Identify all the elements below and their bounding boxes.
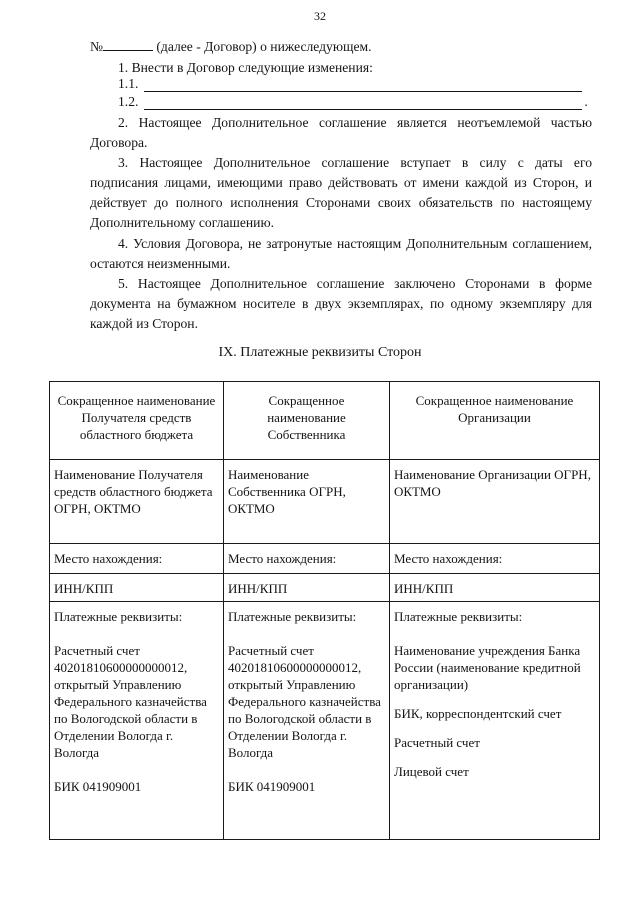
clause-item-1-1: [118, 76, 582, 92]
table-header-row: [50, 382, 600, 460]
header-recipient: Сокращенное наименование Получателя средств областного бюджета: [50, 382, 224, 460]
cell-owner-location: Место нахождения:: [224, 544, 390, 574]
payment-label: Платежные реквизиты:: [228, 609, 357, 624]
clause-3-text: 3. Настоящее Дополнительное соглашение вступает в силу с даты его подписания лицами, имеющими право действовать от имени каждой из Сторон, и действует до полного исполнения Сторонами своих обязательств по настоящему Дополнительному соглашению.: [90, 155, 592, 230]
owner-bik: БИК 041909001: [228, 779, 316, 794]
cell-owner-name: Наименование Собственника ОГРН, ОКТМО: [224, 460, 390, 544]
table-row-location: [50, 544, 600, 574]
header-owner: Сокращенное наименование Собственника: [224, 382, 390, 460]
cell-organization-inn: ИНН/КПП: [390, 574, 600, 602]
page-number: 32: [314, 9, 326, 23]
cell-recipient-location: Место нахождения:: [50, 544, 224, 574]
cell-organization-name: Наименование Организации ОГРН, ОКТМО: [390, 460, 600, 544]
organization-account: Расчетный счет: [394, 735, 480, 750]
fill-line: [144, 97, 582, 110]
table-row-inn: [50, 574, 600, 602]
clause-item-1-2: [118, 94, 588, 110]
organization-bank: Наименование учреждения Банка России (наименование кредитной организации): [394, 643, 581, 692]
clause-5-text: 5. Настоящее Дополнительное соглашение заключено Сторонами в форме документа на бумажном носителе в двух экземплярах, по одному экземпляру для каждой из Сторон.: [90, 276, 592, 331]
cell-recipient-name: Наименование Получателя средств областного бюджета ОГРН, ОКТМО: [50, 460, 224, 544]
section-title: IX. Платежные реквизиты Сторон: [218, 345, 422, 360]
cell-owner-inn: ИНН/КПП: [224, 574, 390, 602]
cell-owner-payment: [224, 602, 390, 840]
clause-item-label: 1.2.: [118, 94, 139, 109]
agreement-intro-line: [90, 38, 371, 55]
table-row-name: [50, 460, 600, 544]
clause-4-text: 4. Условия Договора, не затронутые настоящим Дополнительным соглашением, остаются неизменными.: [90, 236, 592, 271]
fill-line: [144, 79, 582, 92]
recipient-account: Расчетный счет 40201810600000000012, открытый Управлению Федерального казначейства по Вологодской области в Отделении Вологда г. Вологда: [54, 643, 207, 760]
intro-suffix: (далее - Договор) о нижеследующем.: [156, 39, 372, 54]
cell-recipient-inn: ИНН/КПП: [50, 574, 224, 602]
payment-label: Платежные реквизиты:: [394, 609, 523, 624]
cell-recipient-payment: [50, 602, 224, 840]
organization-personal-account: Лицевой счет: [394, 764, 469, 779]
payment-details-table: [49, 381, 600, 840]
number-sign: №: [90, 39, 103, 54]
clause-3: [90, 153, 592, 233]
table-row-payment: [50, 602, 600, 840]
header-organization: Сокращенное наименование Организации: [390, 382, 600, 460]
clause-2-text: 2. Настоящее Дополнительное соглашение является неотъемлемой частью Договора.: [90, 115, 592, 150]
clause-5: [90, 274, 592, 334]
clause-item-end: .: [584, 94, 588, 109]
payment-label: Платежные реквизиты:: [54, 609, 183, 624]
owner-account: Расчетный счет 40201810600000000012, открытый Управлению Федерального казначейства по Вологодской области в Отделении Вологда г. Вологда: [228, 643, 381, 760]
organization-bik: БИК, корреспондентский счет: [394, 706, 562, 721]
clause-item-label: 1.1.: [118, 76, 139, 91]
cell-organization-payment: [390, 602, 600, 840]
clause-1: [90, 58, 592, 78]
contract-number-blank: [103, 38, 153, 51]
clause-4: [90, 234, 592, 274]
recipient-bik: БИК 041909001: [54, 779, 142, 794]
cell-organization-location: Место нахождения:: [390, 544, 600, 574]
clause-2: [90, 113, 592, 153]
clause-1-text: 1. Внести в Договор следующие изменения:: [118, 60, 373, 75]
